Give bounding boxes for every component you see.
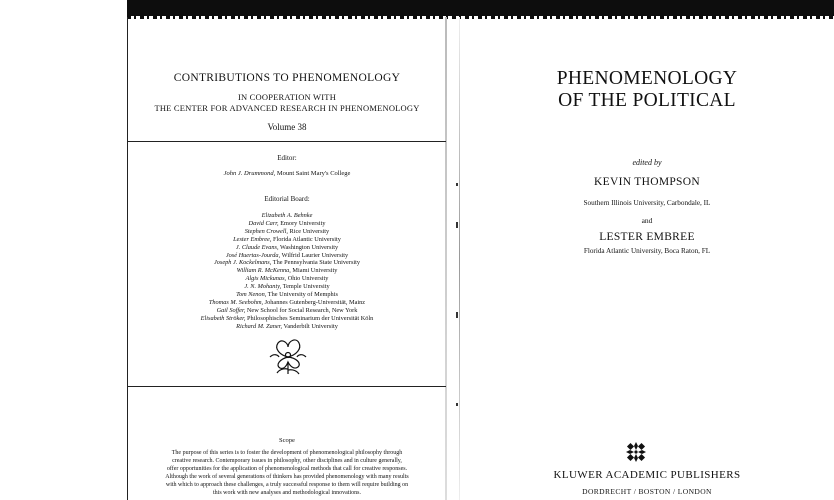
cooperation-line-1: IN COOPERATION WITH	[237, 92, 337, 102]
scan-mark	[456, 222, 458, 228]
book-title-line-1: PHENOMENOLOGY	[556, 68, 738, 89]
board-member-affiliation: The University of Memphis	[267, 291, 338, 299]
board-member-affiliation: Philosophisches Seminarium der Universität Köln	[247, 314, 374, 322]
board-member-name: Joseph J. Kockelmans,	[213, 259, 272, 267]
board-member-name: Gail Soffer,	[216, 306, 246, 314]
board-member	[128, 299, 446, 307]
scope-line: offer opportunities for the application of phenomenological methods that call for creative responses.	[166, 465, 408, 472]
board-member-name: Tom Nenon,	[236, 291, 267, 299]
volume-number: Volume 38	[267, 122, 307, 132]
board-member-name: Stephen Crowell,	[244, 227, 288, 235]
board-member-name: Elizabeth A. Behnke	[261, 212, 313, 219]
scan-top-shadow	[127, 0, 834, 17]
board-member-name: Richard M. Zaner,	[236, 322, 283, 330]
board-member	[128, 267, 446, 275]
editor-1-affiliation: Southern Illinois University, Carbondale, IL	[583, 199, 711, 207]
editor-line	[128, 170, 446, 177]
editorial-board-list	[128, 212, 446, 331]
divider	[128, 141, 446, 142]
board-member	[128, 259, 446, 267]
scope-line: with which to approach these challenges, a truly successful response to them will require building on	[165, 481, 409, 488]
editor-1-name: KEVIN THOMPSON	[594, 176, 700, 188]
book-title	[460, 68, 834, 112]
board-member-affiliation: The Pennsylvania State University	[272, 259, 361, 267]
board-member-name: Algis Mickunas,	[245, 275, 287, 283]
board-member	[128, 315, 446, 323]
divider	[128, 386, 446, 387]
cooperation-line-2: THE CENTER FOR ADVANCED RESEARCH IN PHENOMENOLOGY	[154, 103, 420, 113]
scope-line: The purpose of this series is to foster the development of phenomenological philosophy through	[171, 450, 403, 456]
publisher-emblem-icon	[625, 441, 647, 463]
scan-top-edge	[127, 16, 834, 19]
series-title: CONTRIBUTIONS TO PHENOMENOLOGY	[173, 72, 401, 84]
editor-label: Editor:	[277, 154, 297, 162]
board-member-affiliation: Wilfrid Laurier University	[281, 251, 349, 259]
board-member	[128, 307, 446, 315]
board-member	[128, 323, 446, 331]
scan-mark	[456, 312, 458, 318]
board-member-name: Lester Embree,	[233, 235, 272, 243]
board-member-affiliation: Rice University	[289, 227, 330, 235]
board-member-affiliation: Florida Atlantic University	[272, 235, 341, 243]
board-member-affiliation: Temple University	[282, 283, 330, 291]
board-member-affiliation: Emory University	[280, 219, 326, 227]
board-member	[128, 283, 446, 291]
and-label: and	[641, 216, 653, 225]
board-member	[128, 220, 446, 228]
publisher-name: KLUWER ACADEMIC PUBLISHERS	[553, 469, 741, 481]
flower-emblem-icon	[266, 335, 310, 375]
scope-paragraph	[150, 450, 424, 497]
board-member-affiliation: New School for Social Research, New York	[246, 306, 358, 314]
editor-affiliation: Mount Saint Mary's College	[276, 170, 351, 177]
scan-mark	[456, 403, 458, 406]
board-member-affiliation: Ohio University	[287, 275, 329, 283]
board-member	[128, 252, 446, 260]
scope-line: creative research. Contemporary issues in philosophy, other disciplines and in culture generally,	[172, 457, 402, 464]
board-member-affiliation: Johannes Gutenberg-Universität, Mainz	[264, 298, 366, 306]
board-member	[128, 212, 446, 220]
editor-name: John J. Drummond,	[223, 170, 276, 177]
edited-by-label: edited by	[632, 158, 662, 167]
board-member-name: J. N. Mohanty,	[244, 283, 282, 291]
board-member-name: William R. McKenna,	[236, 267, 291, 275]
editor-2-affiliation: Florida Atlantic University, Boca Raton, FL	[583, 247, 711, 255]
board-member-affiliation: Washington University	[280, 243, 339, 251]
board-member-name: J. Claude Evans,	[235, 243, 279, 251]
board-member-affiliation: Miami University	[292, 267, 338, 275]
board-member-name: José Huertas-Jourda,	[225, 251, 281, 259]
cooperation-statement	[128, 92, 446, 114]
board-member	[128, 236, 446, 244]
board-member	[128, 244, 446, 252]
publisher-cities: DORDRECHT / BOSTON / LONDON	[582, 487, 712, 496]
scope-line: this work with new analyses and methodological innovations.	[213, 489, 361, 496]
editorial-board-label: Editorial Board:	[264, 195, 310, 203]
scope-label: Scope	[279, 437, 295, 444]
board-member-affiliation: Vanderbilt University	[283, 322, 338, 330]
board-member	[128, 228, 446, 236]
editor-2-name: LESTER EMBREE	[599, 231, 695, 243]
board-member-name: Elisabeth Ströker,	[200, 314, 246, 322]
scan-mark	[456, 183, 458, 186]
book-title-line-2: OF THE POLITICAL	[558, 90, 736, 111]
board-member	[128, 291, 446, 299]
board-member-name: David Carr,	[248, 219, 279, 227]
board-member-name: Thomas M. Seebohm,	[208, 298, 264, 306]
board-member	[128, 275, 446, 283]
scope-line: Although the work of several generations of thinkers has provided phenomenology with many results	[165, 473, 409, 480]
